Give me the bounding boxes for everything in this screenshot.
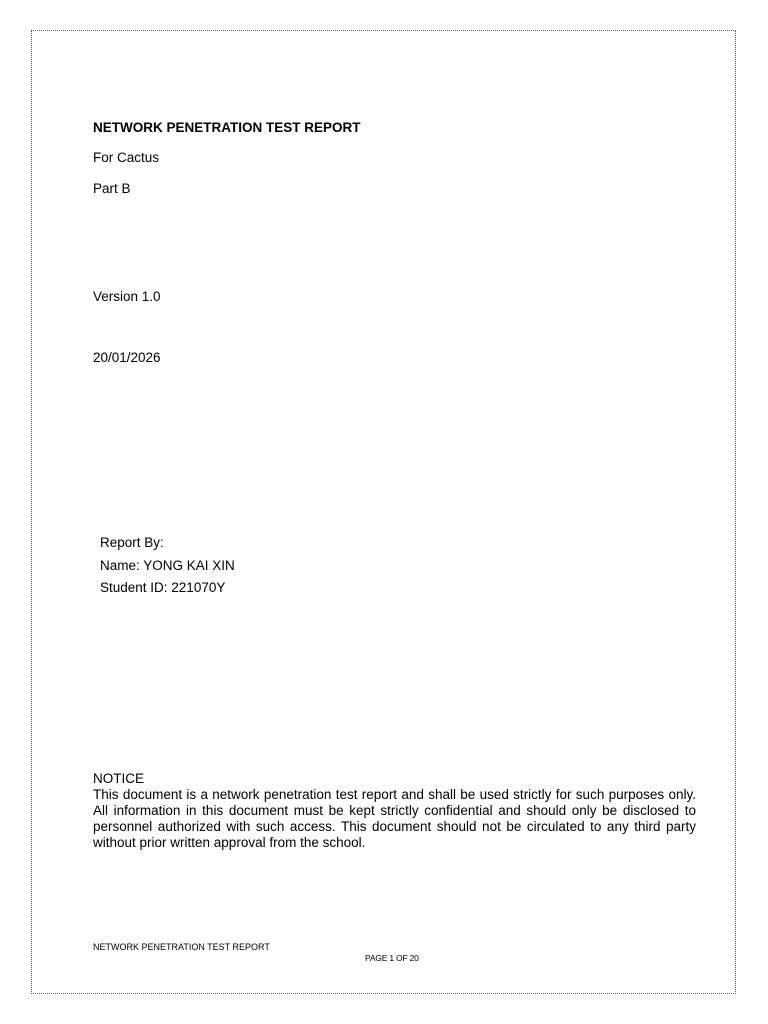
- author-name: Name: YONG KAI XIN: [100, 558, 235, 573]
- student-id: Student ID: 221070Y: [100, 580, 226, 595]
- report-date: 20/01/2026: [93, 350, 161, 365]
- part-line: Part B: [93, 181, 131, 196]
- notice-body: This document is a network penetration test report and shall be used strictly for such purposes only. All information in this document must be kept strictly confidential and should only be disclosed to personnel authorized with such access. This document should not be circulated to any third party without prior written approval from the school.: [93, 787, 696, 850]
- footer-page-number: PAGE 1 OF 20: [365, 953, 419, 963]
- footer-title: NETWORK PENETRATION TEST REPORT: [93, 942, 270, 952]
- client-line: For Cactus: [93, 150, 160, 165]
- report-title: NETWORK PENETRATION TEST REPORT: [93, 120, 361, 135]
- notice-heading: NOTICE: [93, 771, 145, 786]
- version-line: Version 1.0: [93, 289, 161, 304]
- report-by-label: Report By:: [100, 535, 164, 550]
